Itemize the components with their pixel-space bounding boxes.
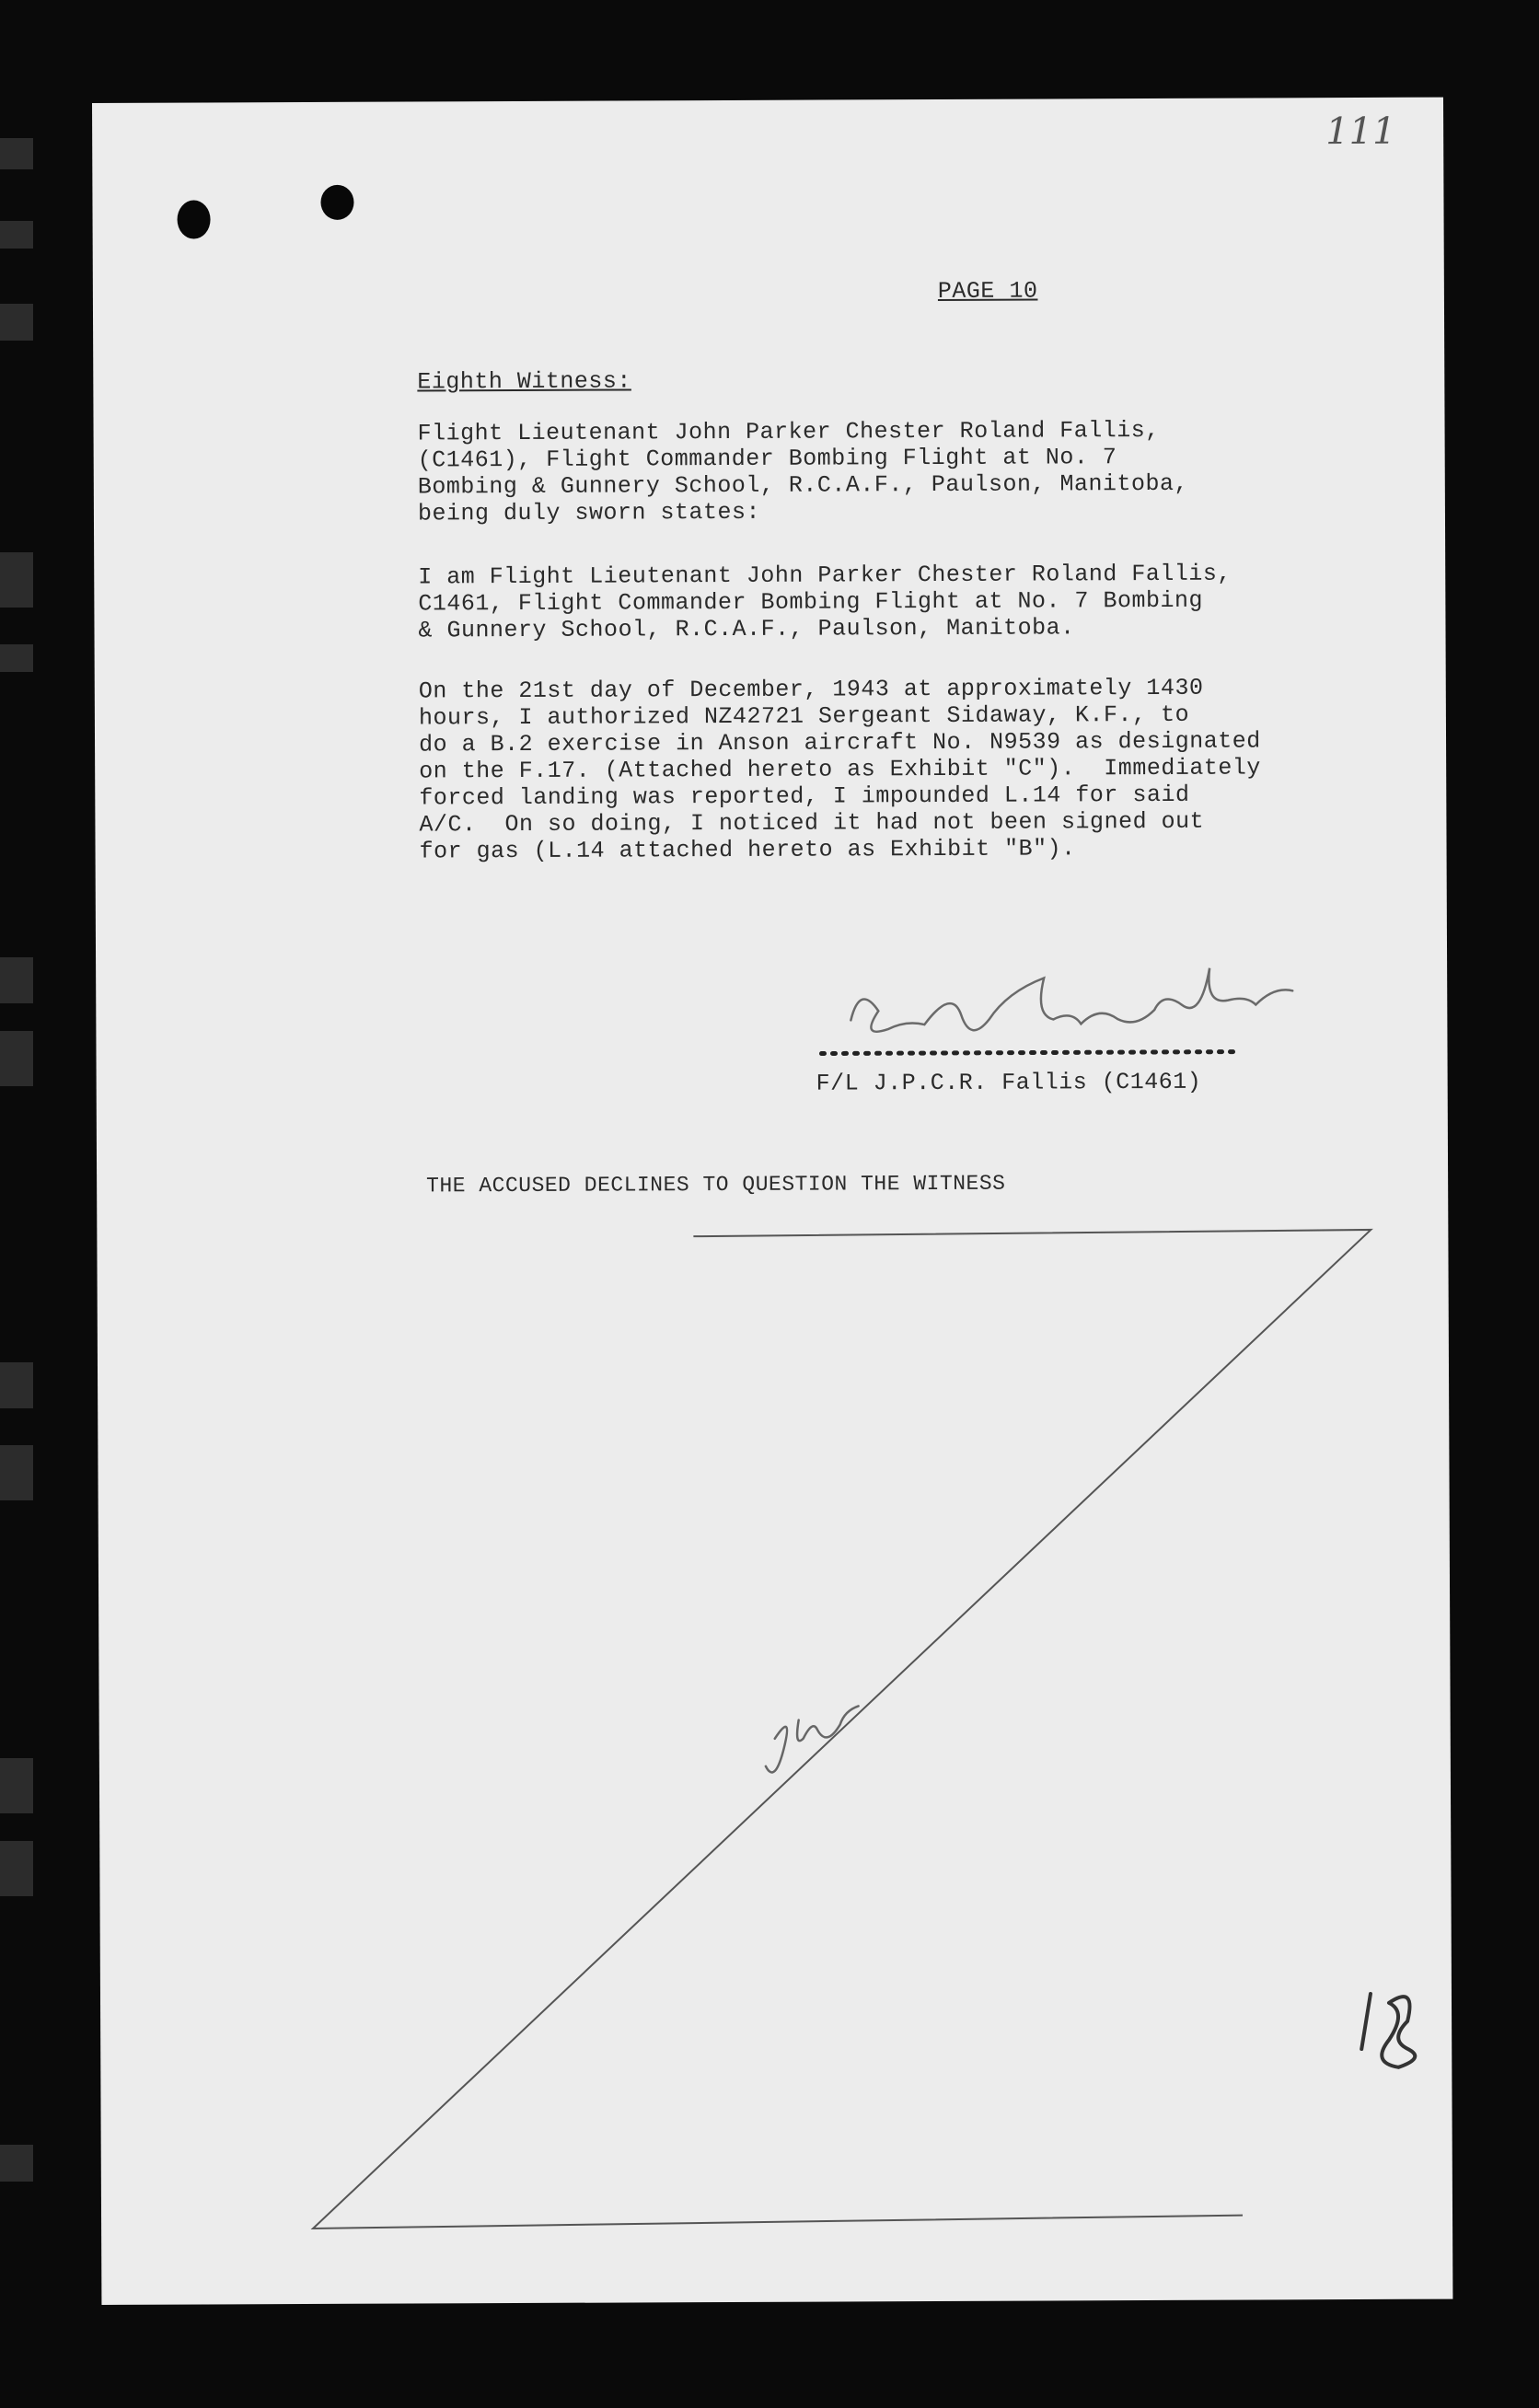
signatory-name: F/L J.P.C.R. Fallis (C1461) (816, 1068, 1202, 1097)
text-line: C1461, Flight Commander Bombing Flight at No. 7 Bombing (418, 586, 1204, 618)
signature-dotted-line (822, 1052, 1238, 1054)
film-edge-mark (0, 1362, 33, 1408)
text-line: (C1461), Flight Commander Bombing Flight at No. 7 (417, 444, 1117, 474)
text-line: & Gunnery School, R.C.A.F., Paulson, Manitoba. (418, 614, 1075, 644)
film-edge-mark (0, 552, 33, 608)
document-page (92, 98, 1452, 2305)
film-edge-mark (0, 1031, 33, 1086)
witness-heading: Eighth Witness: (417, 367, 631, 396)
text-line: hours, I authorized NZ42721 Sergeant Sidaway, K.F., to (418, 700, 1190, 732)
text-line: on the F.17. (Attached hereto as Exhibit "C"). Immediately (419, 754, 1261, 785)
film-edge-mark (0, 304, 33, 341)
margin-number-scribble (1361, 1994, 1415, 2067)
film-edge-mark (0, 221, 33, 249)
film-edge-mark (0, 2145, 33, 2182)
text-line: Bombing & Gunnery School, R.C.A.F., Paulson, Manitoba, (417, 469, 1189, 501)
film-edge-mark (0, 1841, 33, 1896)
text-line: Flight Lieutenant John Parker Chester Roland Fallis, (417, 416, 1160, 447)
text-line: do a B.2 exercise in Anson aircraft No. N9539 as designated (418, 727, 1261, 758)
text-line: for gas (L.14 attached hereto as Exhibit "B"). (419, 835, 1076, 865)
text-line: being duly sworn states: (417, 498, 761, 527)
text-line: forced landing was reported, I impounded L.14 for said (419, 781, 1190, 812)
pen-marks (92, 98, 1452, 2305)
cancellation-z-line (308, 1230, 1375, 2229)
closing-statement: THE ACCUSED DECLINES TO QUESTION THE WITNESS (426, 1171, 1006, 1198)
text-line: A/C. On so doing, I noticed it had not been signed out (419, 807, 1205, 839)
film-edge-mark (0, 957, 33, 1003)
handwritten-signature (850, 967, 1292, 1032)
handwritten-page-number: 111 (1325, 110, 1396, 154)
page-label: PAGE 10 (937, 277, 1038, 305)
margin-initials-scribble (766, 1706, 859, 1772)
film-edge-mark (0, 1758, 33, 1813)
film-edge-mark (0, 1445, 33, 1500)
text-line: I am Flight Lieutenant John Parker Chester Roland Fallis, (418, 560, 1232, 591)
film-edge-mark (0, 644, 33, 672)
text-line: On the 21st day of December, 1943 at approximately 1430 (418, 674, 1204, 705)
film-edge-mark (0, 138, 33, 169)
